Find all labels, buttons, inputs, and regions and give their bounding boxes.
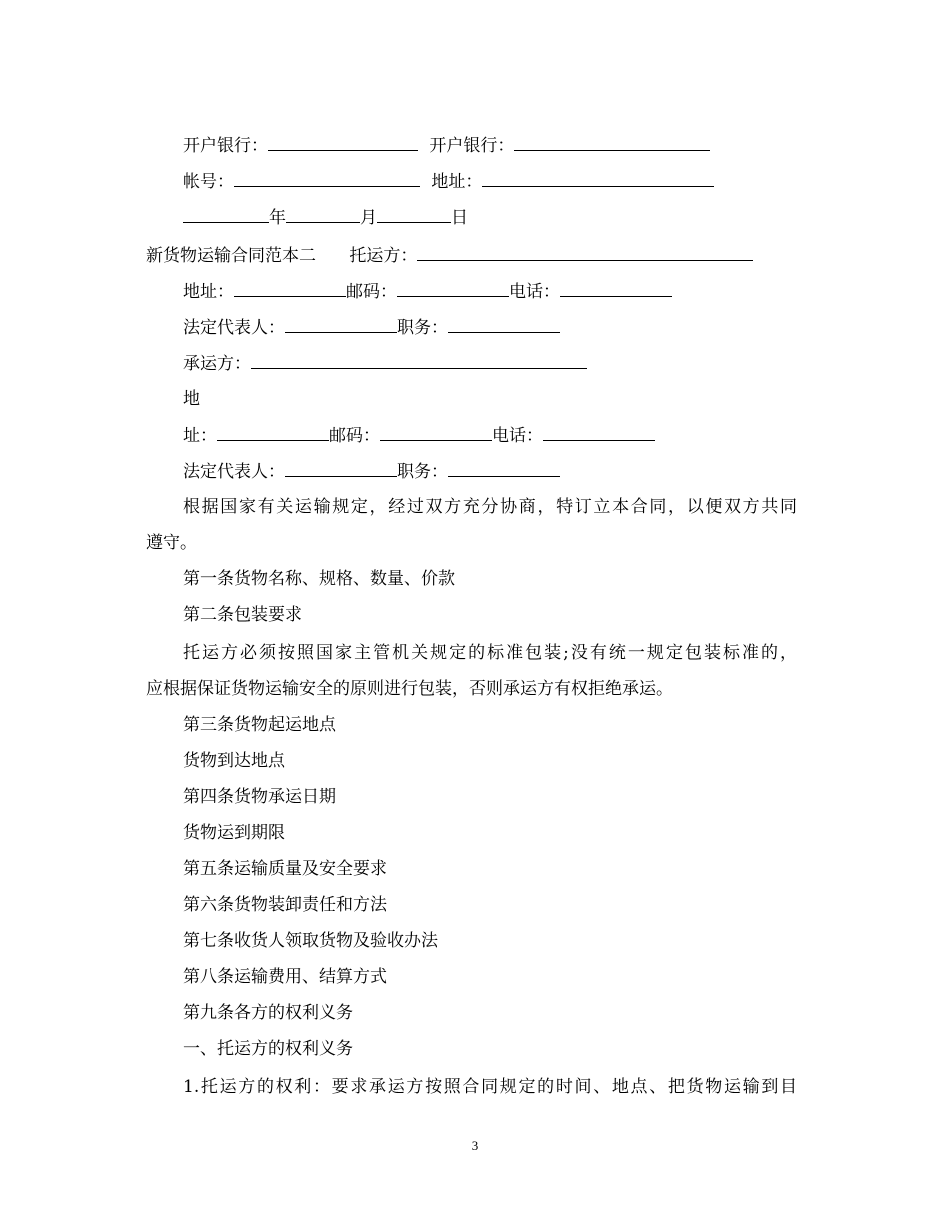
bank-field-2[interactable]	[514, 134, 710, 151]
shipper-rep-field[interactable]	[285, 316, 397, 333]
article-5: 第五条运输质量及安全要求	[183, 859, 387, 879]
article-1: 第一条货物名称、规格、数量、价款	[183, 569, 455, 589]
shipper-rep-row	[183, 316, 560, 339]
carrier-phone-field[interactable]	[543, 424, 655, 441]
article-3: 第三条货物起运地点	[183, 715, 336, 735]
title-row	[146, 244, 753, 267]
carrier-position-field[interactable]	[448, 460, 560, 477]
carrier-field[interactable]	[251, 352, 587, 369]
carrier-postcode-field[interactable]	[380, 424, 492, 441]
intro-line-1: 根据国家有关运输规定，经过双方充分协商，特订立本合同，以便双方共同	[183, 497, 797, 517]
year-field[interactable]	[183, 206, 269, 223]
shipper-position-field[interactable]	[448, 316, 560, 333]
carrier-label: 承运方：	[183, 354, 251, 374]
carrier-postcode-label: 邮码：	[329, 426, 380, 446]
packaging-line-1: 托运方必须按照国家主管机关规定的标准包装;没有统一规定包装标准的，	[183, 643, 797, 663]
carrier-address-label-1: 地	[183, 389, 200, 409]
rights-1: 1.托运方的权利：要求承运方按照合同规定的时间、地点、把货物运输到目	[183, 1077, 797, 1097]
packaging-line-2: 应根据保证货物运输安全的原则进行包装，否则承运方有权拒绝承运。	[146, 679, 673, 699]
carrier-address-field[interactable]	[217, 424, 329, 441]
shipper-position-label: 职务：	[397, 318, 448, 338]
year-label: 年	[269, 208, 286, 228]
carrier-row	[183, 352, 587, 375]
bank-label-2: 开户银行：	[429, 136, 515, 156]
article-6: 第六条货物装卸责任和方法	[183, 895, 387, 915]
account-row	[183, 170, 714, 193]
carrier-phone-label: 电话：	[492, 426, 543, 446]
arrival-place: 货物到达地点	[183, 751, 285, 771]
shipper-phone-label: 电话：	[509, 282, 560, 302]
shipper-address-field[interactable]	[234, 280, 346, 297]
account-field[interactable]	[234, 170, 420, 187]
carrier-address-label-2: 址：	[183, 426, 217, 446]
page-number: 3	[471, 1138, 479, 1153]
article-8: 第八条运输费用、结算方式	[183, 967, 387, 987]
shipper-label: 托运方：	[349, 246, 418, 266]
article-9: 第九条各方的权利义务	[183, 1003, 353, 1023]
shipper-field[interactable]	[417, 244, 753, 261]
carrier-rep-label: 法定代表人：	[183, 462, 285, 482]
carrier-rep-row	[183, 460, 560, 483]
shipper-phone-field[interactable]	[560, 280, 672, 297]
bank-field-1[interactable]	[268, 134, 418, 151]
month-field[interactable]	[286, 206, 360, 223]
shipper-address-label: 地址：	[183, 282, 234, 302]
intro-line-2: 遵守。	[146, 533, 197, 553]
address-field[interactable]	[482, 170, 714, 187]
day-field[interactable]	[377, 206, 451, 223]
carrier-position-label: 职务：	[397, 462, 448, 482]
bank-label-1: 开户银行：	[183, 136, 268, 156]
section-1-heading: 一、托运方的权利义务	[183, 1039, 353, 1059]
article-7: 第七条收货人领取货物及验收办法	[183, 931, 438, 951]
arrival-deadline: 货物运到期限	[183, 823, 285, 843]
shipper-rep-label: 法定代表人：	[183, 318, 285, 338]
account-label: 帐号：	[183, 172, 234, 192]
contract-title: 新货物运输合同范本二	[146, 246, 316, 266]
bank-row	[183, 134, 710, 157]
shipper-postcode-field[interactable]	[397, 280, 509, 297]
article-4: 第四条货物承运日期	[183, 787, 336, 807]
shipper-contact-row	[183, 280, 672, 303]
month-label: 月	[360, 208, 377, 228]
address-label: 地址：	[431, 172, 483, 192]
date-row	[183, 206, 468, 229]
shipper-postcode-label: 邮码：	[346, 282, 397, 302]
article-2: 第二条包装要求	[183, 605, 302, 625]
day-label: 日	[451, 208, 468, 228]
carrier-contact-row	[183, 424, 655, 447]
carrier-rep-field[interactable]	[285, 460, 397, 477]
carrier-address-row-1	[183, 388, 200, 410]
